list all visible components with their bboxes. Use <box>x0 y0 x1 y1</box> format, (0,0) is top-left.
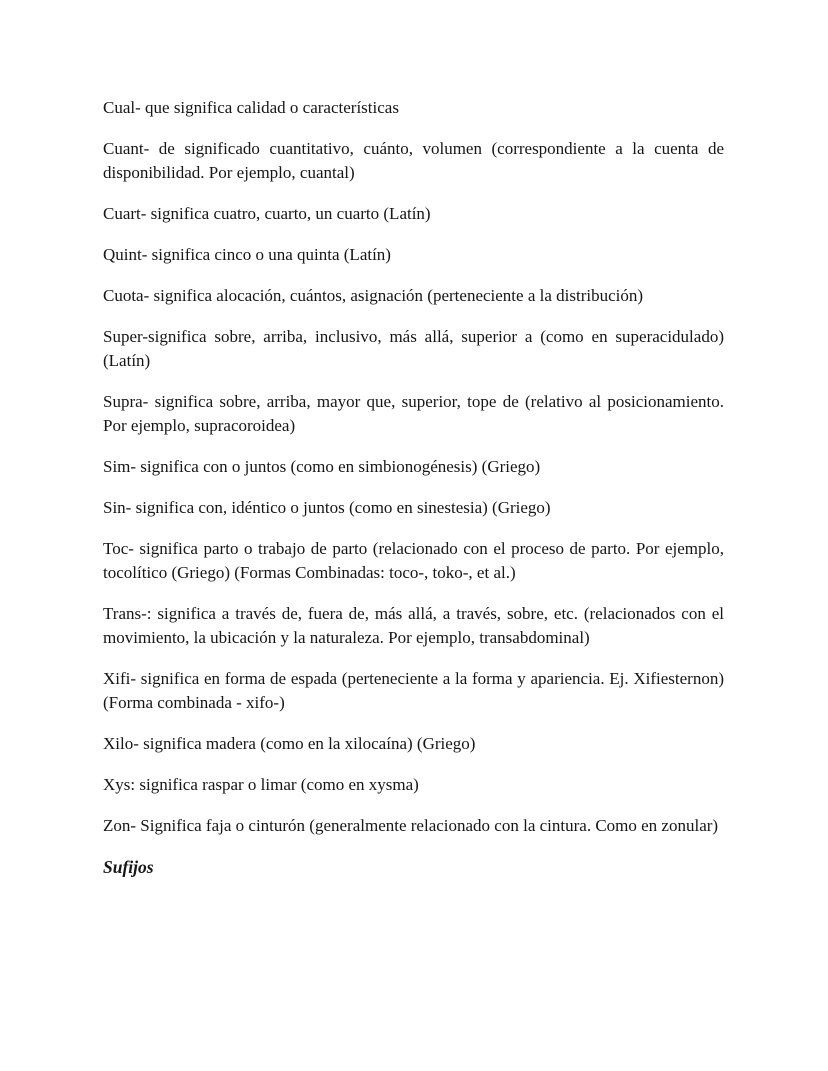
paragraph-quint: Quint- significa cinco o una quinta (Latín) <box>103 245 391 264</box>
paragraph-sin: Sin- significa con, idéntico o juntos (como en sinestesia) (Griego) <box>103 498 551 517</box>
paragraph-xys: Xys: significa raspar o limar (como en xysma) <box>103 775 419 794</box>
paragraph-xilo: Xilo- significa madera (como en la xilocaína) (Griego) <box>103 734 476 753</box>
paragraph-xifi: Xifi- significa en forma de espada (perteneciente a la forma y apariencia. Ej. Xifiesternon) (Forma combinada - xifo-) <box>103 669 724 712</box>
paragraph-trans: Trans-: significa a través de, fuera de, más allá, a través, sobre, etc. (relacionados con el movimiento, la ubicación y la naturaleza. Por ejemplo, transabdominal) <box>103 604 724 647</box>
paragraph-supra: Supra- significa sobre, arriba, mayor que, superior, tope de (relativo al posicionamiento. Por ejemplo, supracoroidea) <box>103 392 724 435</box>
paragraph-toc: Toc- significa parto o trabajo de parto (relacionado con el proceso de parto. Por ejemplo, tocolítico (Griego) (Formas Combinadas: toco-, toko-, et al.) <box>103 539 724 582</box>
paragraph-cuant: Cuant- de significado cuantitativo, cuánto, volumen (correspondiente a la cuenta de disponibilidad. Por ejemplo, cuantal) <box>103 139 724 182</box>
paragraph-cuota: Cuota- significa alocación, cuántos, asignación (perteneciente a la distribución) <box>103 286 644 305</box>
paragraph-zon: Zon- Significa faja o cinturón (generalmente relacionado con la cintura. Como en zonular) <box>103 816 719 835</box>
paragraph-super: Super-significa sobre, arriba, inclusivo, más allá, superior a (como en superacidulado) (Latín) <box>103 327 724 370</box>
paragraph-cuart: Cuart- significa cuatro, cuarto, un cuarto (Latín) <box>103 204 431 223</box>
paragraph-cual: Cual- que significa calidad o características <box>103 98 399 117</box>
paragraph-sim: Sim- significa con o juntos (como en simbionogénesis) (Griego) <box>103 457 541 476</box>
document-text-block <box>103 96 724 879</box>
section-heading-sufijos: Sufijos <box>103 857 154 877</box>
